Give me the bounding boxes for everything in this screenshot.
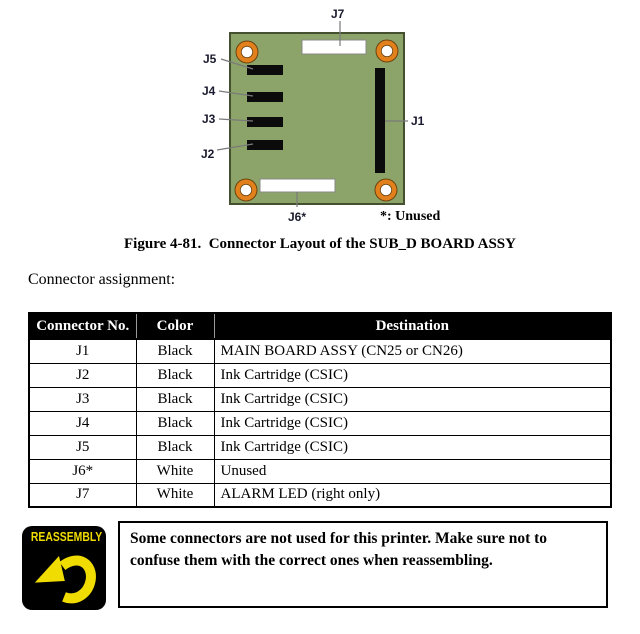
- connector-j4: [247, 92, 283, 102]
- table-header-row: [29, 313, 611, 339]
- cell-connector: J7: [29, 483, 136, 507]
- cell-connector: J3: [29, 387, 136, 411]
- connector-j5: [247, 65, 283, 75]
- connector-j3: [247, 117, 283, 127]
- cell-destination: Ink Cartridge (CSIC): [214, 387, 611, 411]
- mounting-hole-bottom-left: [235, 179, 257, 201]
- cell-connector: J5: [29, 435, 136, 459]
- cell-color: White: [136, 483, 214, 507]
- cell-destination: Unused: [214, 459, 611, 483]
- connector-j1: [375, 68, 385, 173]
- cell-destination: Ink Cartridge (CSIC): [214, 435, 611, 459]
- cell-color: Black: [136, 387, 214, 411]
- reassembly-notice-box: [118, 521, 608, 608]
- label-j6: J6*: [288, 210, 307, 224]
- table-row: [29, 459, 611, 483]
- cell-destination: Ink Cartridge (CSIC): [214, 411, 611, 435]
- connector-j7: [302, 40, 366, 54]
- reassembly-arrow-icon: [29, 546, 99, 606]
- cell-color: Black: [136, 435, 214, 459]
- reassembly-badge: [22, 526, 106, 610]
- reassembly-badge-label: REASSEMBLY: [30, 529, 103, 544]
- table-row: [29, 435, 611, 459]
- table-row: [29, 363, 611, 387]
- table-row: [29, 411, 611, 435]
- label-j3: J3: [202, 112, 216, 126]
- mounting-hole-bottom-right: [375, 179, 397, 201]
- mounting-hole-top-right: [376, 40, 398, 62]
- header-connector-no: Connector No.: [29, 313, 136, 339]
- label-j4: J4: [202, 84, 216, 98]
- cell-destination: Ink Cartridge (CSIC): [214, 363, 611, 387]
- cell-connector: J4: [29, 411, 136, 435]
- header-color: Color: [136, 313, 214, 339]
- connector-table: [28, 312, 612, 508]
- table-row: [29, 483, 611, 507]
- cell-color: Black: [136, 339, 214, 363]
- cell-color: Black: [136, 363, 214, 387]
- label-j5: J5: [203, 52, 217, 66]
- cell-connector: J6*: [29, 459, 136, 483]
- cell-destination: MAIN BOARD ASSY (CN25 or CN26): [214, 339, 611, 363]
- table-row: [29, 339, 611, 363]
- mounting-hole-top-left: [236, 41, 258, 63]
- header-destination: Destination: [214, 313, 611, 339]
- cell-connector: J2: [29, 363, 136, 387]
- connector-j2: [247, 140, 283, 150]
- label-j7: J7: [331, 7, 345, 21]
- reassembly-notice-text: Some connectors are not used for this printer. Make sure not to confuse them with the correct ones when reassembling.: [130, 530, 548, 569]
- unused-note: *: Unused: [380, 209, 441, 224]
- connector-j6: [260, 179, 335, 192]
- cell-connector: J1: [29, 339, 136, 363]
- table-row: [29, 387, 611, 411]
- figure-caption: Figure 4-81. Connector Layout of the SUB_D BOARD ASSY: [124, 236, 516, 252]
- label-j2: J2: [201, 147, 215, 161]
- board-diagram: [0, 0, 640, 232]
- cell-color: Black: [136, 411, 214, 435]
- cell-color: White: [136, 459, 214, 483]
- cell-destination: ALARM LED (right only): [214, 483, 611, 507]
- intro-text: Connector assignment:: [28, 271, 176, 288]
- label-j1: J1: [411, 114, 425, 128]
